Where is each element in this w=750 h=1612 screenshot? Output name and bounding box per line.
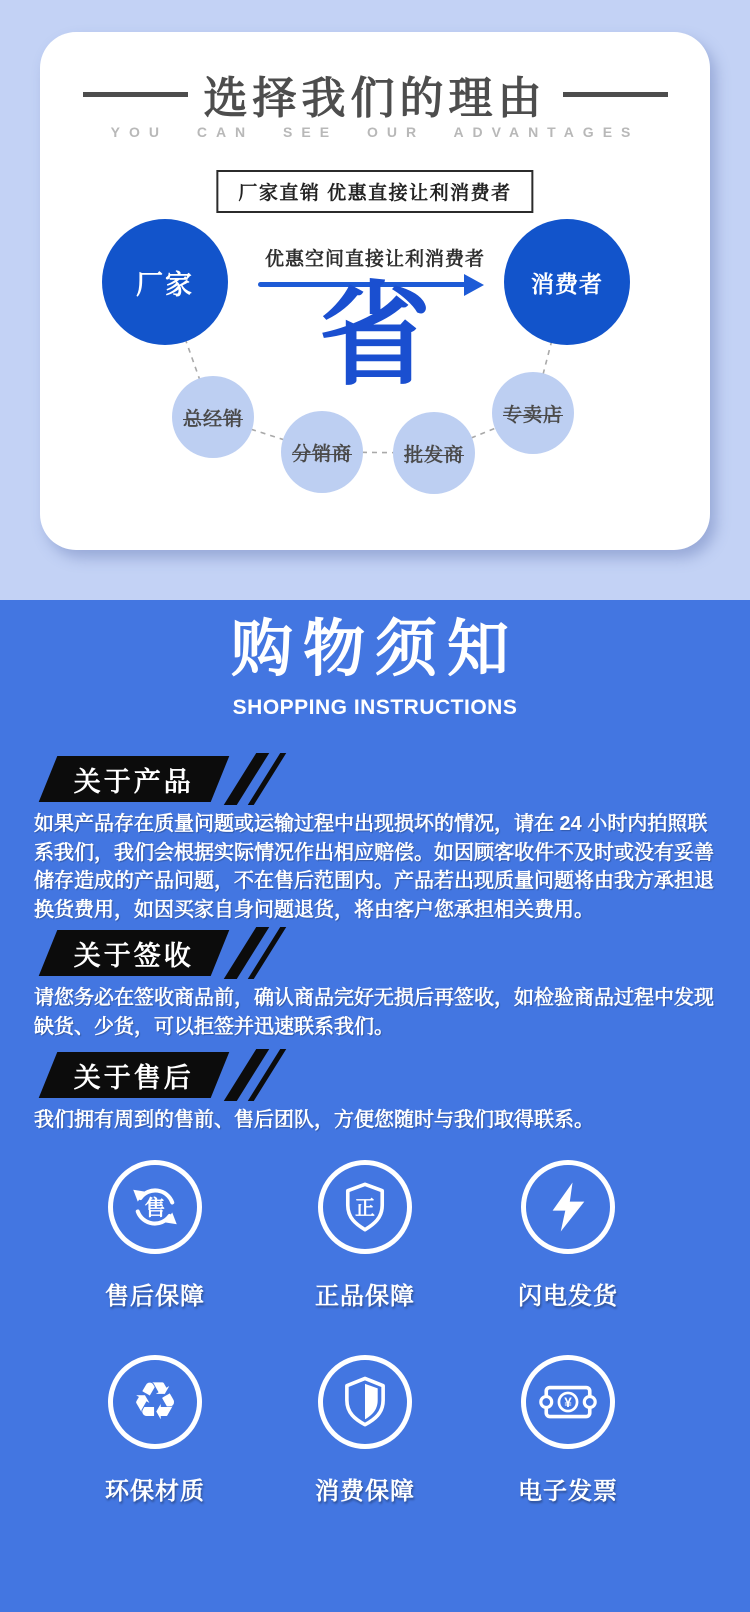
feature-label: 消费保障 bbox=[315, 1478, 415, 1505]
badge-about-aftersales: 关于售后 bbox=[39, 1052, 230, 1098]
svg-text:售: 售 bbox=[144, 1197, 166, 1221]
consumer-label: 消费者 bbox=[531, 270, 603, 297]
feature-authentic bbox=[285, 1160, 445, 1311]
middleman-circle-store: 专卖店 bbox=[492, 372, 574, 454]
badge-about-product: 关于产品 bbox=[39, 756, 230, 802]
feature-label: 环保材质 bbox=[105, 1478, 205, 1505]
feature-label: 电子发票 bbox=[518, 1478, 618, 1505]
factory-label: 厂家 bbox=[136, 269, 194, 300]
consumer-shield-icon bbox=[318, 1355, 412, 1449]
slogan-box: 厂家直销 优惠直接让利消费者 bbox=[216, 170, 533, 213]
card-title: 选择我们的理由 bbox=[203, 74, 547, 123]
notice-subtitle: SHOPPING INSTRUCTIONS bbox=[232, 696, 518, 719]
feature-label: 正品保障 bbox=[315, 1283, 415, 1310]
authentic-shield-icon bbox=[318, 1160, 412, 1254]
lightning-icon bbox=[521, 1160, 615, 1254]
feature-consumer-protection bbox=[285, 1355, 445, 1506]
about-receipt-text: 请您务必在签收商品前，确认商品完好无损后再签收，如检验商品过程中发现缺货、少货，可以拒签并迅速联系我们。 bbox=[34, 987, 714, 1038]
advantages-section bbox=[0, 0, 750, 600]
arrow-label: 优惠空间直接让利消费者 bbox=[264, 249, 485, 270]
svg-text:¥: ¥ bbox=[564, 1394, 572, 1410]
feature-label: 闪电发货 bbox=[518, 1283, 618, 1310]
feature-fast-shipping bbox=[488, 1160, 648, 1311]
advantages-card bbox=[40, 32, 710, 550]
feature-eco-material bbox=[75, 1355, 235, 1506]
middleman-circle-wholesaler: 批发商 bbox=[393, 412, 475, 494]
feature-label: 售后保障 bbox=[105, 1283, 205, 1310]
feature-after-sales bbox=[75, 1160, 235, 1311]
about-aftersales-text: 我们拥有周到的售前、售后团队，方便您随时与我们取得联系。 bbox=[34, 1109, 594, 1131]
badge-about-receipt: 关于签收 bbox=[39, 930, 230, 976]
save-character: 省 bbox=[319, 273, 431, 398]
feature-e-invoice bbox=[488, 1355, 648, 1506]
card-subtitle: YOU CAN SEE OUR ADVANTAGES bbox=[110, 124, 640, 140]
svg-text:正: 正 bbox=[355, 1197, 375, 1220]
shopping-notice-section bbox=[0, 600, 750, 1612]
about-product-text: 如果产品存在质量问题或运输过程中出现损坏的情况，请在 24 小时内拍照联系我们，我们会根据实际情况作出相应赔偿。如因顾客收件不及时或没有妥善储存造成的产品问题，不在售后范围内。产品若出现质量问题将由我方承担退换货费用，如因买家自身问题退货，将由客户您承担相关费用。 bbox=[34, 813, 714, 921]
middleman-circle-reseller: 分销商 bbox=[281, 411, 363, 493]
invoice-ticket-icon bbox=[521, 1355, 615, 1449]
recycle-icon: ♻ bbox=[108, 1355, 202, 1449]
middleman-circle-distributor: 总经销 bbox=[172, 376, 254, 458]
notice-title: 购物须知 bbox=[230, 615, 519, 684]
after-sales-cycle-icon bbox=[108, 1160, 202, 1254]
